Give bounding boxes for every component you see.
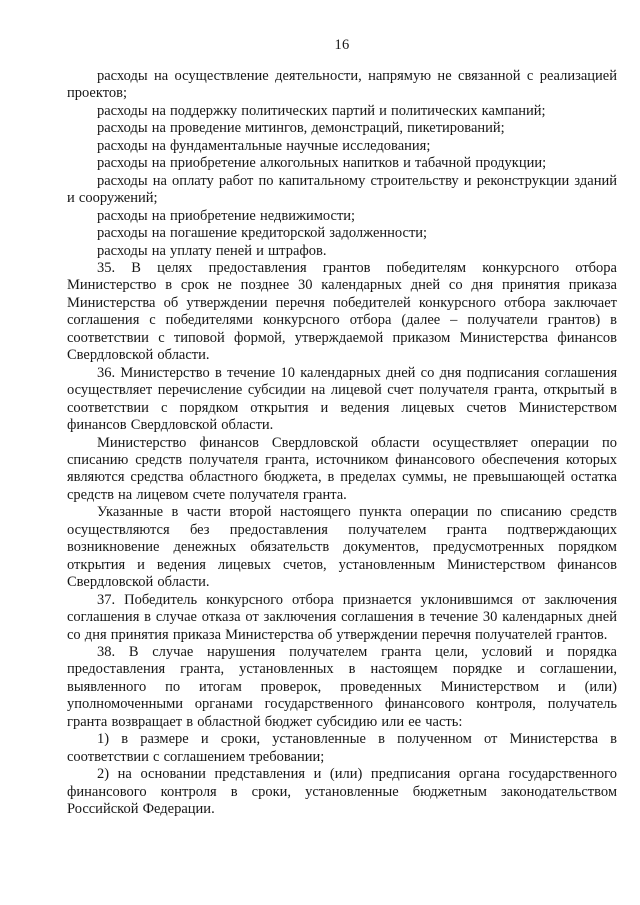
paragraph: 1) в размере и сроки, установленные в полученном от Министерства в соответствии с соглашением требовании; xyxy=(67,731,617,765)
paragraph: Указанные в части второй настоящего пункта операции по списанию средств осуществляются без предоставления получателем гранта подтверждающих возникновение денежных обязательств документов, предусмотренных порядком открытия и ведения лицевых счетов, установленным Министерством финансов Свердловской области. xyxy=(67,504,617,591)
paragraph: расходы на оплату работ по капитальному строительству и реконструкции зданий и сооружений; xyxy=(67,172,617,207)
paragraph: 2) на основании представления и (или) предписания органа государственного финансового контроля в сроки, установленные бюджетным законодательством Российской Федерации. xyxy=(67,766,617,818)
paragraph: 35. В целях предоставления грантов победителям конкурсного отбора Министерство в срок не позднее 30 календарных дней со дня принятия приказа Министерства об утверждении перечня победителей конкурсного отбора заключает соглашения с победителями конкурсного отбора (далее – получатели грантов) в соответствии с типовой формой, утверждаемой приказом Министерства финансов Свердловской области. xyxy=(67,259,617,364)
paragraph: расходы на приобретение недвижимости; xyxy=(97,207,356,224)
paragraph: расходы на приобретение алкогольных напитков и табачной продукции; xyxy=(97,155,547,172)
paragraph: расходы на погашение кредиторской задолженности; xyxy=(97,225,428,242)
paragraph: 37. Победитель конкурсного отбора признается уклонившимся от заключения соглашения в случае отказа от заключения соглашения в течение 30 календарных дней со дня принятия приказа Министерства об утверждении перечня получателей грантов. xyxy=(67,591,617,643)
paragraph: расходы на фундаментальные научные исследования; xyxy=(97,137,431,154)
paragraph: Министерство финансов Свердловской области осуществляет операции по списанию средств получателя гранта, источником финансового обеспечения которых являются средства областного бюджета, в пределах суммы, не превышающей остатка средств на лицевом счете получателя гранта. xyxy=(67,434,617,503)
paragraph: расходы на уплату пеней и штрафов. xyxy=(97,242,327,259)
paragraph: 38. В случае нарушения получателем гранта цели, условий и порядка предоставления гранта, установленных в настоящем порядке и соглашении, выявленного по итогам проверок, проведенных Министерством и (или) уполномоченными органами государственного финансового контроля, получатель гранта возвращает в областной бюджет субсидию или ее часть: xyxy=(67,643,617,730)
page-number: 16 xyxy=(334,37,350,53)
paragraph: расходы на осуществление деятельности, напрямую не связанной с реализацией проектов; xyxy=(67,68,617,102)
document-body xyxy=(67,68,617,818)
paragraph: расходы на проведение митингов, демонстраций, пикетирований; xyxy=(97,120,505,137)
paragraph: 36. Министерство в течение 10 календарных дней со дня подписания соглашения осуществляет перечисление субсидии на лицевой счет получателя гранта, открытый в соответствии с порядком открытия и ведения лицевых счетов Министерством финансов Свердловской области. xyxy=(67,364,617,434)
paragraph: расходы на поддержку политических партий и политических кампаний; xyxy=(97,102,546,119)
